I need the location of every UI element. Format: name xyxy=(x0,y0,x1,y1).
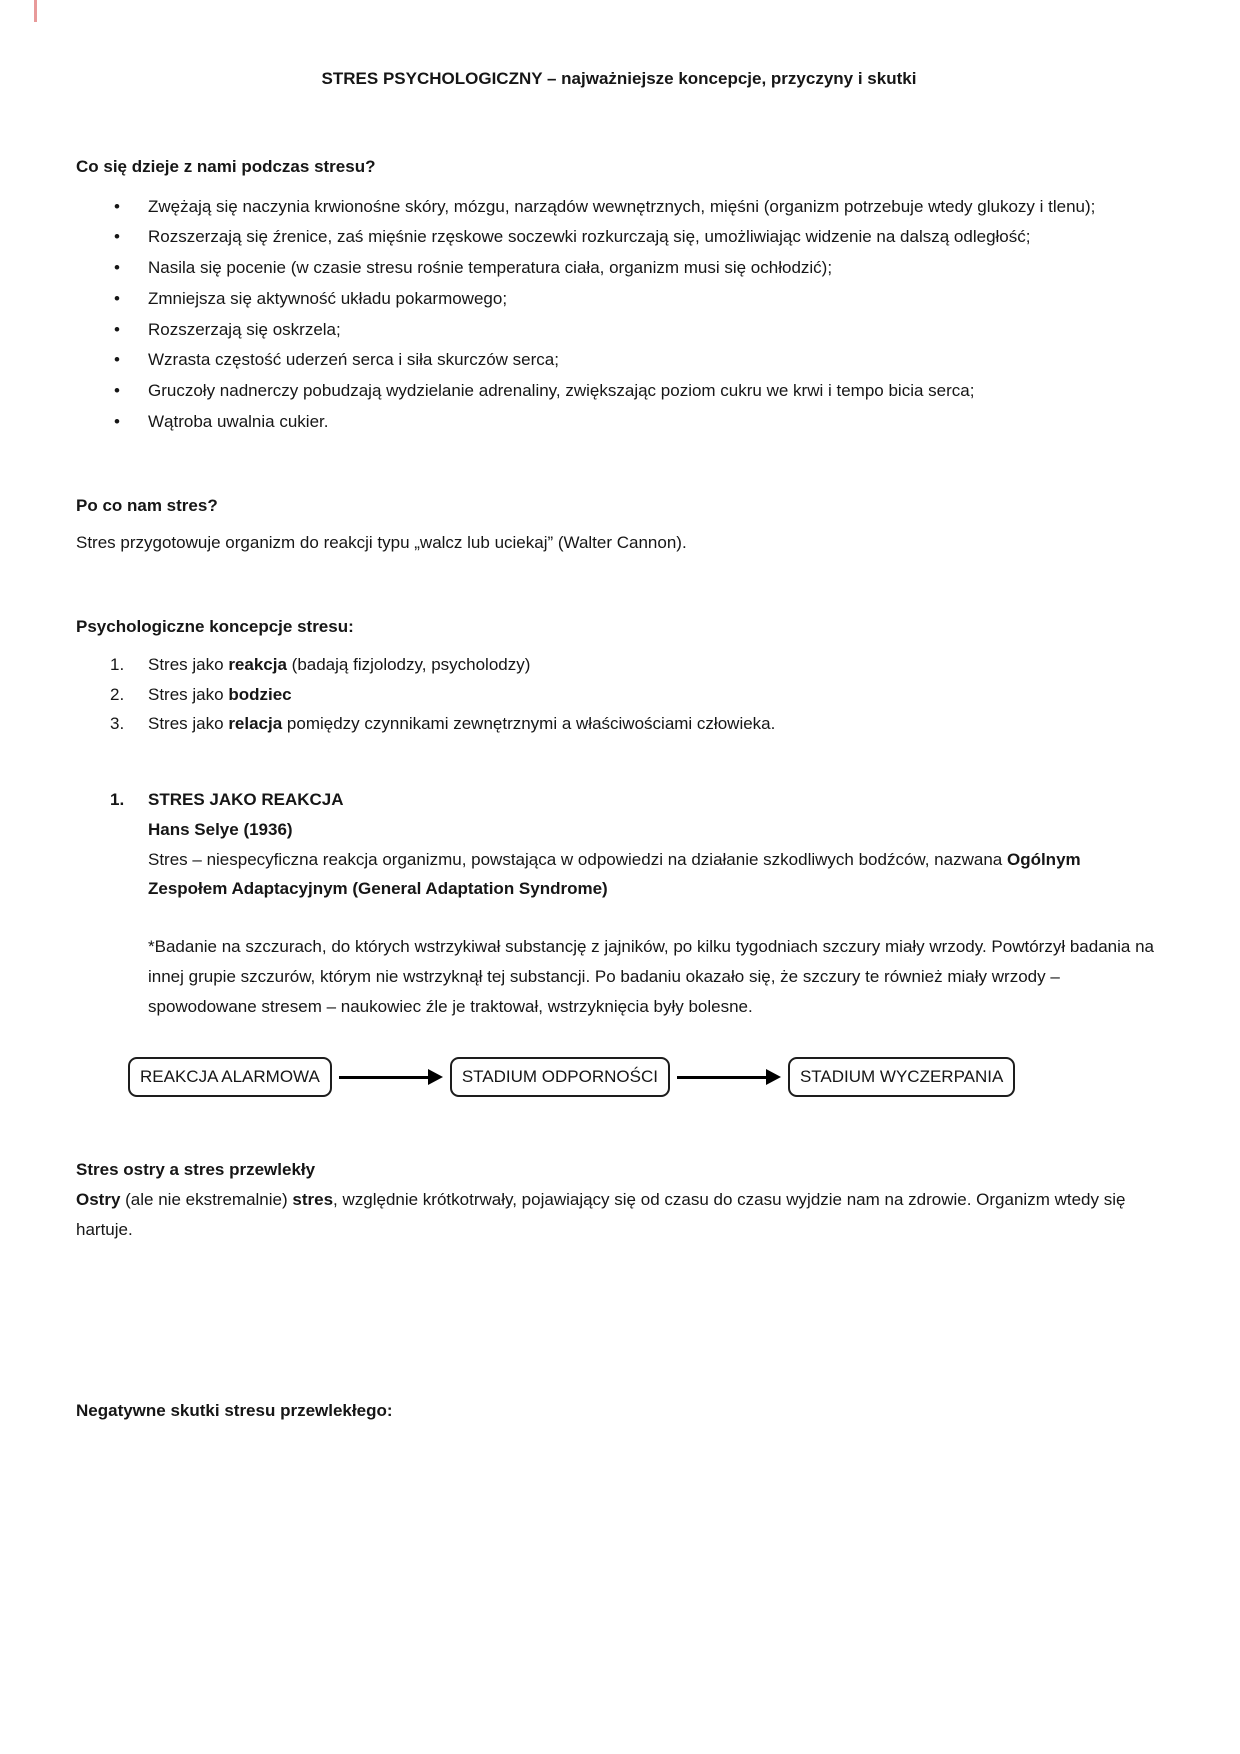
list-text: Stres jako relacja pomiędzy czynnikami zewnętrznymi a właściwościami człowieka. xyxy=(148,714,776,734)
author-line: Hans Selye (1936) xyxy=(148,819,293,839)
heading-negative-effects: Negatywne skutki stresu przewlekłego: xyxy=(76,1401,393,1421)
document-title: STRES PSYCHOLOGICZNY – najważniejsze koncepcje, przyczyny i skutki xyxy=(321,69,917,88)
list-number: 2. xyxy=(110,684,125,704)
stage-box-exhaustion: STADIUM WYCZERPANIA xyxy=(788,1057,1015,1097)
bullet-text: Zmniejsza się aktywność układu pokarmowego; xyxy=(148,288,508,308)
definition-paragraph: Stres – niespecyficzna reakcja organizmu, powstająca w odpowiedzi na działanie szkodliwych bodźców, nazwana Ogólnym Zespołem Adaptacyjnym (General Adaptation Syndrome) xyxy=(148,849,1081,899)
heading-acute-vs-chronic: Stres ostry a stres przewlekły xyxy=(76,1160,316,1179)
acute-paragraph: Ostry (ale nie ekstremalnie) stres, względnie krótkotrwały, pojawiający się od czasu do czasu wyjdzie nam na zdrowie. Organizm wtedy się hartuje. xyxy=(76,1189,1126,1239)
concepts-list xyxy=(76,650,1162,739)
heading-concepts: Psychologiczne koncepcje stresu: xyxy=(76,617,354,636)
list-number: 1. xyxy=(110,654,125,674)
bullet-item xyxy=(76,284,1162,314)
stage-box-resistance: STADIUM ODPORNOŚCI xyxy=(450,1057,670,1097)
stress-effects-list xyxy=(76,192,1162,437)
bullet-item xyxy=(76,222,1162,252)
bullet-item xyxy=(76,345,1162,375)
section-number: 1. xyxy=(110,790,125,809)
list-text: Stres jako reakcja (badają fizjolodzy, psycholodzy) xyxy=(148,654,531,674)
bullet-item xyxy=(76,407,1162,437)
heading-stress-effects: Co się dzieje z nami podczas stresu? xyxy=(76,156,376,176)
heading-stress-as-reaction: STRES JAKO REAKCJA xyxy=(148,790,344,809)
arrow-right-icon xyxy=(339,1069,443,1085)
experiment-note: *Badanie na szczurach, do których wstrzykiwał substancję z jajników, po kilku tygodniach szczury miały wrzody. Powtórzył badania na innej grupie szczurów, którym nie wstrzyknął tej substancji. Po badaniu okazało się, że szczury te również miały wrzody – spowodowane stresem – naukowiec źle je traktował, wstrzyknięcia były bolesne. xyxy=(148,937,1154,1016)
bullet-text: Nasila się pocenie (w czasie stresu rośnie temperatura ciała, organizm musi się ochłodzić); xyxy=(148,258,833,277)
gas-stages-diagram xyxy=(128,1057,1162,1097)
bullet-text: Gruczoły nadnerczy pobudzają wydzielanie adrenaliny, zwiększając poziom cukru we krwi i tempo bicia serca; xyxy=(148,381,975,400)
section-stress-as-reaction xyxy=(76,785,1162,1021)
bullet-text: Zwężają się naczynia krwionośne skóry, mózgu, narządów wewnętrznych, mięśni (organizm potrzebuje wtedy glukozy i tlenu); xyxy=(148,196,1096,216)
bullet-item xyxy=(76,253,1162,283)
bullet-text: Wzrasta częstość uderzeń serca i siła skurczów serca; xyxy=(148,350,559,370)
heading-purpose: Po co nam stres? xyxy=(76,495,218,515)
list-item xyxy=(76,680,1162,710)
bullet-text: Wątroba uwalnia cukier. xyxy=(148,411,329,431)
bullet-item xyxy=(76,192,1162,222)
red-margin-mark xyxy=(34,0,37,22)
list-text: Stres jako bodziec xyxy=(148,684,292,704)
bullet-item xyxy=(76,315,1162,345)
purpose-paragraph: Stres przygotowuje organizm do reakcji typu „walcz lub uciekaj” (Walter Cannon). xyxy=(76,533,687,553)
bullet-text: Rozszerzają się oskrzela; xyxy=(148,319,341,339)
list-item xyxy=(76,709,1162,739)
list-number: 3. xyxy=(110,714,125,734)
section-body xyxy=(148,785,1162,1021)
arrow-right-icon xyxy=(677,1069,781,1085)
stage-box-alarm: REAKCJA ALARMOWA xyxy=(128,1057,332,1097)
bullet-text: Rozszerzają się źrenice, zaś mięśnie rzęskowe soczewki rozkurczają się, umożliwiając widzenie na dalszą odległość; xyxy=(148,227,1031,247)
list-item xyxy=(76,650,1162,680)
bullet-item xyxy=(76,376,1162,406)
